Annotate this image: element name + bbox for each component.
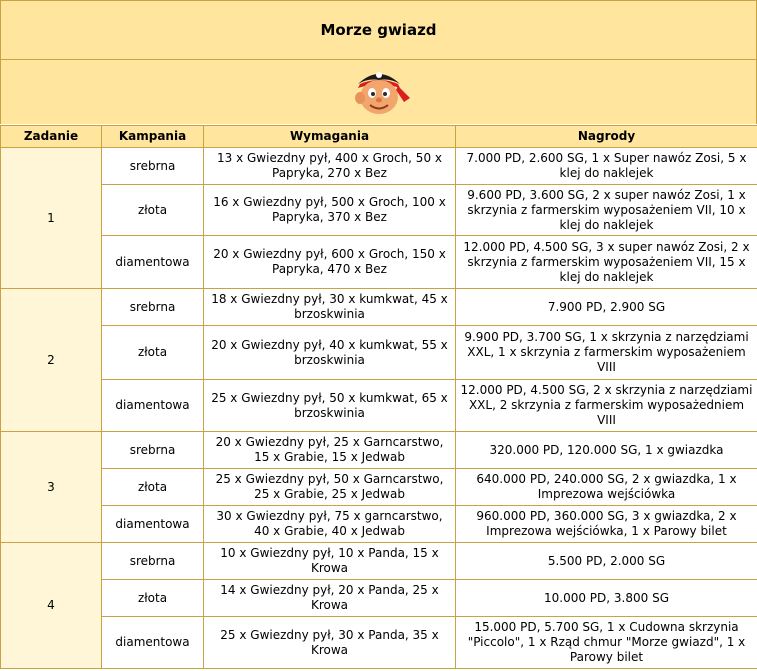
table-row	[1, 617, 757, 669]
rewards-cell: 7.900 PD, 2.900 SG	[456, 289, 757, 326]
table-row	[1, 580, 757, 617]
column-header-rewards: Nagrody	[456, 126, 757, 148]
task-number: 4	[1, 543, 102, 669]
table-row	[1, 185, 757, 236]
requirements-cell: 20 x Gwiezdny pył, 25 x Garncarstwo, 15 x Grabie, 15 x Jedwab	[204, 432, 456, 469]
table-row	[1, 380, 757, 432]
table-header-row	[1, 126, 757, 148]
column-header-requirements: Wymagania	[204, 126, 456, 148]
task-number: 2	[1, 289, 102, 432]
page-title: Morze gwiazd	[0, 0, 757, 60]
rewards-cell: 12.000 PD, 4.500 SG, 3 x super nawóz Zosi, 2 x skrzynia z farmerskim wyposażeniem VII, 15 x klej do naklejek	[456, 236, 757, 289]
campaign-cell: diamentowa	[102, 506, 204, 543]
campaign-cell: diamentowa	[102, 236, 204, 289]
campaign-cell: złota	[102, 469, 204, 506]
task-number: 1	[1, 148, 102, 289]
campaign-cell: srebrna	[102, 148, 204, 185]
requirements-cell: 20 x Gwiezdny pył, 40 x kumkwat, 55 x brzoskwinia	[204, 326, 456, 380]
rewards-cell: 960.000 PD, 360.000 SG, 3 x gwiazdka, 2 x Imprezowa wejściówka, 1 x Parowy bilet	[456, 506, 757, 543]
requirements-cell: 16 x Gwiezdny pył, 500 x Groch, 100 x Papryka, 370 x Bez	[204, 185, 456, 236]
requirements-cell: 14 x Gwiezdny pył, 20 x Panda, 25 x Krowa	[204, 580, 456, 617]
table-row	[1, 236, 757, 289]
table-row	[1, 469, 757, 506]
rewards-cell: 9.900 PD, 3.700 SG, 1 x skrzynia z narzędziami XXL, 1 x skrzynia z farmerskim wyposażeniem VIII	[456, 326, 757, 380]
rewards-cell: 10.000 PD, 3.800 SG	[456, 580, 757, 617]
requirements-cell: 25 x Gwiezdny pył, 30 x Panda, 35 x Krowa	[204, 617, 456, 669]
rewards-cell: 5.500 PD, 2.000 SG	[456, 543, 757, 580]
rewards-table	[0, 125, 757, 669]
requirements-cell: 25 x Gwiezdny pył, 50 x Garncarstwo, 25 x Grabie, 25 x Jedwab	[204, 469, 456, 506]
column-header-task: Zadanie	[1, 126, 102, 148]
campaign-cell: diamentowa	[102, 617, 204, 669]
requirements-cell: 25 x Gwiezdny pył, 50 x kumkwat, 65 x brzoskwinia	[204, 380, 456, 432]
campaign-cell: srebrna	[102, 432, 204, 469]
table-row	[1, 432, 757, 469]
table-row	[1, 506, 757, 543]
campaign-cell: diamentowa	[102, 380, 204, 432]
rewards-cell: 9.600 PD, 3.600 SG, 2 x super nawóz Zosi, 1 x skrzynia z farmerskim wyposażeniem VII, 10 x klej do naklejek	[456, 185, 757, 236]
column-header-campaign: Kampania	[102, 126, 204, 148]
requirements-cell: 18 x Gwiezdny pył, 30 x kumkwat, 45 x brzoskwinia	[204, 289, 456, 326]
rewards-cell: 640.000 PD, 240.000 SG, 2 x gwiazdka, 1 x Imprezowa wejściówka	[456, 469, 757, 506]
table-row	[1, 289, 757, 326]
campaign-cell: złota	[102, 580, 204, 617]
campaign-cell: srebrna	[102, 289, 204, 326]
requirements-cell: 30 x Gwiezdny pył, 75 x garncarstwo, 40 x Grabie, 40 x Jedwab	[204, 506, 456, 543]
mascot-banner	[0, 60, 757, 124]
campaign-cell: złota	[102, 326, 204, 380]
pirate-mascot-icon	[344, 62, 414, 122]
campaign-cell: złota	[102, 185, 204, 236]
requirements-cell: 13 x Gwiezdny pył, 400 x Groch, 50 x Papryka, 270 x Bez	[204, 148, 456, 185]
rewards-cell: 15.000 PD, 5.700 SG, 1 x Cudowna skrzynia "Piccolo", 1 x Rząd chmur "Morze gwiazd", 1 x Parowy bilet	[456, 617, 757, 669]
rewards-cell: 7.000 PD, 2.600 SG, 1 x Super nawóz Zosi, 5 x klej do naklejek	[456, 148, 757, 185]
rewards-cell: 12.000 PD, 4.500 SG, 2 x skrzynia z narzędziami XXL, 2 skrzynia z farmerskim wyposażedniem VIII	[456, 380, 757, 432]
rewards-cell: 320.000 PD, 120.000 SG, 1 x gwiazdka	[456, 432, 757, 469]
requirements-cell: 10 x Gwiezdny pył, 10 x Panda, 15 x Krowa	[204, 543, 456, 580]
table-row	[1, 326, 757, 380]
task-number: 3	[1, 432, 102, 543]
table-row	[1, 543, 757, 580]
table-row	[1, 148, 757, 185]
campaign-cell: srebrna	[102, 543, 204, 580]
requirements-cell: 20 x Gwiezdny pył, 600 x Groch, 150 x Papryka, 470 x Bez	[204, 236, 456, 289]
